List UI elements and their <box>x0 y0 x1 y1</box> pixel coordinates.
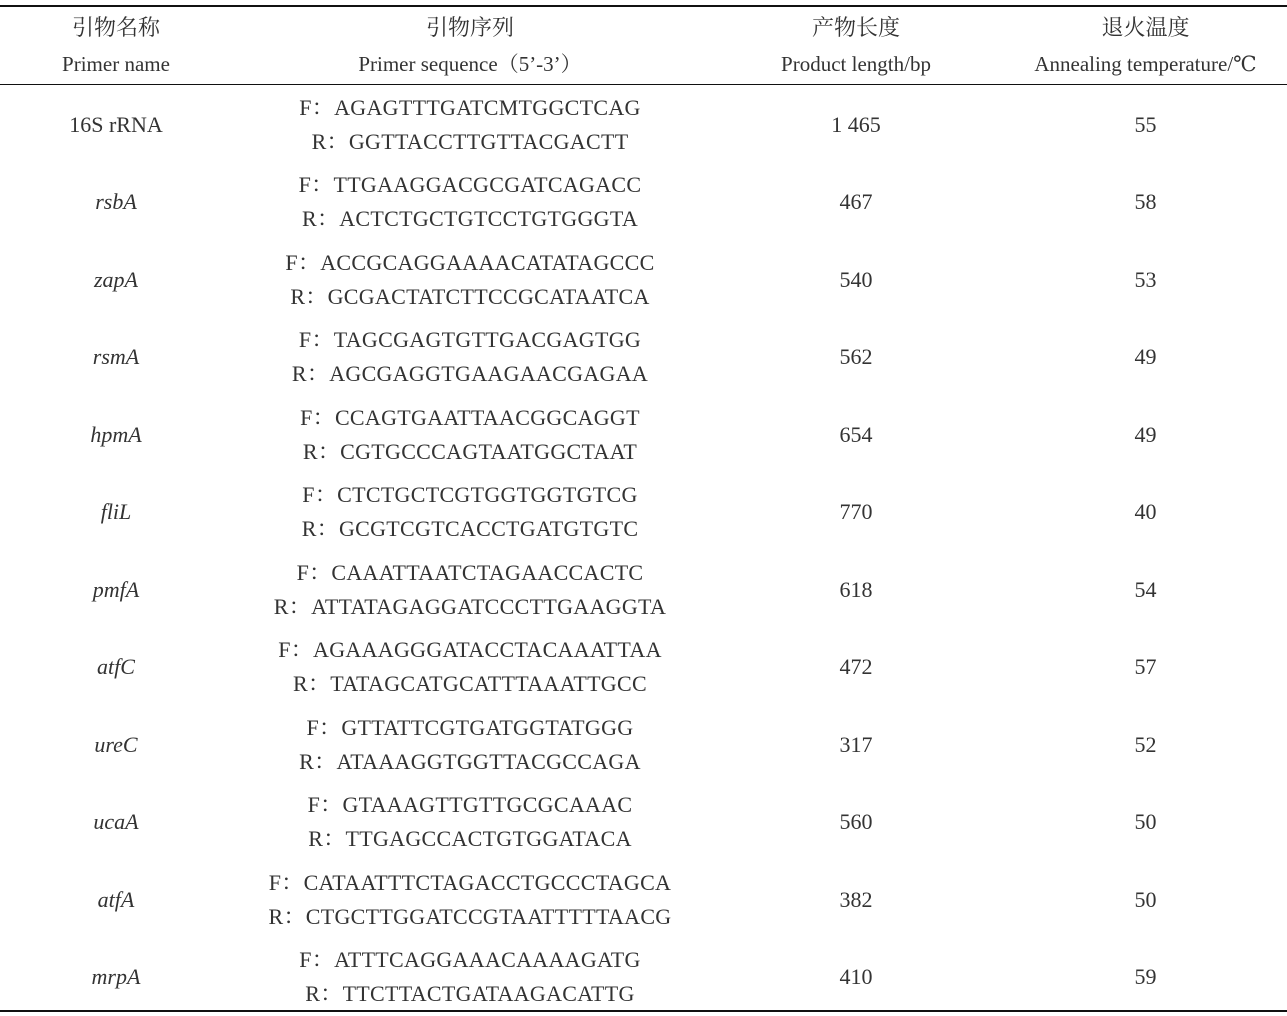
primer-sequence-cell <box>232 784 708 862</box>
primer-name-cell: rsmA <box>0 319 232 397</box>
annealing-temperature-cell: 49 <box>1004 396 1287 474</box>
reverse-primer: R：ATTATAGAGGATCCCTTGAAGGTA <box>274 590 666 624</box>
table-row <box>0 396 1287 474</box>
header-primer-sequence-en: Primer sequence（5’-3’） <box>232 51 708 77</box>
reverse-primer: R：GGTTACCTTGTTACGACTT <box>312 125 629 159</box>
primer-sequence-cell <box>232 474 708 552</box>
header-primer-sequence-cn: 引物序列 <box>232 16 708 42</box>
annealing-temperature-cell: 54 <box>1004 551 1287 629</box>
table-row <box>0 241 1287 319</box>
table-bottom-rule <box>0 1010 1287 1012</box>
reverse-primer: R：AGCGAGGTGAAGAACGAGAA <box>292 357 648 391</box>
header-annealing-temperature-en: Annealing temperature/℃ <box>1004 51 1287 77</box>
product-length-cell: 472 <box>708 629 1004 707</box>
product-length-cell: 654 <box>708 396 1004 474</box>
reverse-primer: R：TTCTTACTGATAAGACATTG <box>305 977 634 1011</box>
annealing-temperature-cell: 49 <box>1004 319 1287 397</box>
reverse-primer: R：GCGTCGTCACCTGATGTGTC <box>302 512 639 546</box>
product-length-cell: 560 <box>708 784 1004 862</box>
header-product-length-cn: 产物长度 <box>708 16 1004 42</box>
primer-sequence-cell <box>232 396 708 474</box>
forward-primer: F：CAAATTAATCTAGAACCACTC <box>297 556 644 590</box>
annealing-temperature-cell: 55 <box>1004 86 1287 164</box>
forward-primer: F：CCAGTGAATTAACGGCAGGT <box>300 401 640 435</box>
annealing-temperature-cell: 59 <box>1004 939 1287 1016</box>
primer-name-cell: atfA <box>0 861 232 939</box>
forward-primer: F：AGAGTTTGATCMTGGCTCAG <box>299 91 641 125</box>
primer-sequence-cell <box>232 939 708 1016</box>
reverse-primer: R：ATAAAGGTGGTTACGCCAGA <box>299 745 641 779</box>
forward-primer: F：AGAAAGGGATACCTACAAATTAA <box>278 633 662 667</box>
header-annealing-temperature <box>1004 7 1287 84</box>
reverse-primer: R：CTGCTTGGATCCGTAATTTTTAACG <box>268 900 671 934</box>
product-length-cell: 410 <box>708 939 1004 1016</box>
annealing-temperature-cell: 57 <box>1004 629 1287 707</box>
annealing-temperature-cell: 53 <box>1004 241 1287 319</box>
product-length-cell: 317 <box>708 706 1004 784</box>
annealing-temperature-cell: 52 <box>1004 706 1287 784</box>
reverse-primer: R：TATAGCATGCATTTAAATTGCC <box>293 667 647 701</box>
forward-primer: F：ATTTCAGGAAACAAAAGATG <box>299 943 641 977</box>
product-length-cell: 382 <box>708 861 1004 939</box>
table-row <box>0 629 1287 707</box>
table-row <box>0 706 1287 784</box>
header-primer-name-cn: 引物名称 <box>0 16 232 42</box>
product-length-cell: 618 <box>708 551 1004 629</box>
header-annealing-temperature-cn: 退火温度 <box>1004 16 1287 42</box>
table-row <box>0 474 1287 552</box>
table-row <box>0 551 1287 629</box>
primer-name-cell: 16S rRNA <box>0 86 232 164</box>
forward-primer: F：GTAAAGTTGTTGCGCAAAC <box>308 788 633 822</box>
annealing-temperature-cell: 50 <box>1004 861 1287 939</box>
annealing-temperature-cell: 40 <box>1004 474 1287 552</box>
primer-name-cell: zapA <box>0 241 232 319</box>
primer-sequence-cell <box>232 706 708 784</box>
primer-sequence-cell <box>232 86 708 164</box>
forward-primer: F：TAGCGAGTGTTGACGAGTGG <box>299 323 641 357</box>
primer-sequence-cell <box>232 241 708 319</box>
forward-primer: F：ACCGCAGGAAAACATATAGCCC <box>285 246 654 280</box>
table-row <box>0 86 1287 164</box>
table-row <box>0 319 1287 397</box>
table-row <box>0 861 1287 939</box>
reverse-primer: R：CGTGCCCAGTAATGGCTAAT <box>303 435 637 469</box>
table-header <box>0 7 1287 84</box>
annealing-temperature-cell: 50 <box>1004 784 1287 862</box>
primer-name-cell: pmfA <box>0 551 232 629</box>
product-length-cell: 562 <box>708 319 1004 397</box>
primer-name-cell: ucaA <box>0 784 232 862</box>
primer-name-cell: rsbA <box>0 164 232 242</box>
header-rule <box>0 84 1287 85</box>
annealing-temperature-cell: 58 <box>1004 164 1287 242</box>
reverse-primer: R：TTGAGCCACTGTGGATACA <box>308 822 632 856</box>
primer-name-cell: ureC <box>0 706 232 784</box>
primer-name-cell: mrpA <box>0 939 232 1016</box>
header-product-length <box>708 7 1004 84</box>
primer-name-cell: atfC <box>0 629 232 707</box>
primer-sequence-cell <box>232 164 708 242</box>
table-row <box>0 164 1287 242</box>
product-length-cell: 540 <box>708 241 1004 319</box>
table-row <box>0 939 1287 1016</box>
header-primer-name <box>0 7 232 84</box>
primer-sequence-cell <box>232 861 708 939</box>
forward-primer: F：GTTATTCGTGATGGTATGGG <box>307 711 634 745</box>
header-primer-sequence <box>232 7 708 84</box>
table-row <box>0 784 1287 862</box>
primer-name-cell: hpmA <box>0 396 232 474</box>
product-length-cell: 467 <box>708 164 1004 242</box>
forward-primer: F：CTCTGCTCGTGGTGGTGTCG <box>302 478 637 512</box>
forward-primer: F：CATAATTTCTAGACCTGCCCTAGCA <box>269 866 672 900</box>
primer-sequence-cell <box>232 319 708 397</box>
primer-name-cell: fliL <box>0 474 232 552</box>
product-length-cell: 770 <box>708 474 1004 552</box>
header-primer-name-en: Primer name <box>0 51 232 77</box>
primer-sequence-cell <box>232 551 708 629</box>
forward-primer: F：TTGAAGGACGCGATCAGACC <box>299 168 642 202</box>
product-length-cell: 1 465 <box>708 86 1004 164</box>
reverse-primer: R：ACTCTGCTGTCCTGTGGGTA <box>302 202 638 236</box>
primer-sequence-cell <box>232 629 708 707</box>
reverse-primer: R：GCGACTATCTTCCGCATAATCA <box>290 280 649 314</box>
header-product-length-en: Product length/bp <box>708 51 1004 77</box>
